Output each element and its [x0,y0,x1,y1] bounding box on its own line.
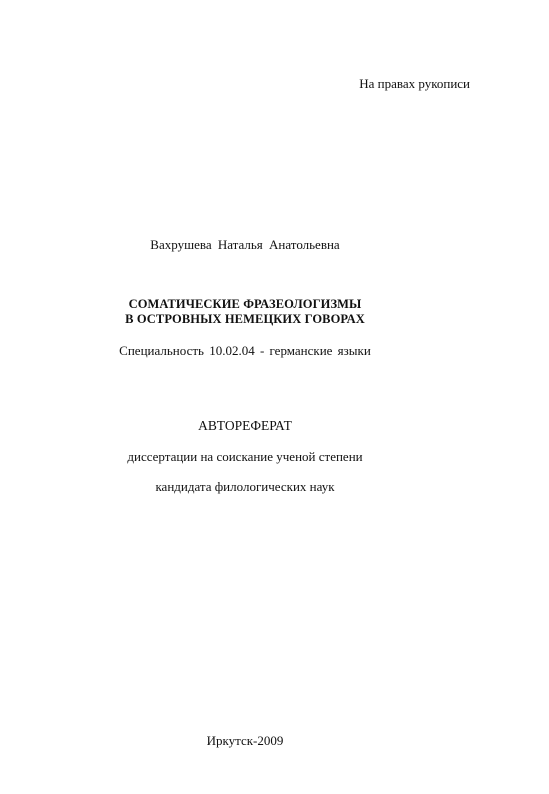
degree-purpose-line-1: диссертации на соискание ученой степени [127,449,363,464]
degree-purpose-line-2: кандидата филологических наук [155,479,335,494]
author-name: Вахрушева Наталья Анатольевна [150,237,340,252]
city-year: Иркутск-2009 [206,733,284,748]
specialty-line: Специальность 10.02.04 - германские языки [119,343,371,358]
thesis-title-line-1: СОМАТИЧЕСКИЕ ФРАЗЕОЛОГИЗМЫ [128,297,362,311]
thesis-title-line-2: В ОСТРОВНЫХ НЕМЕЦКИХ ГОВОРАХ [125,312,365,326]
abstract-label: АВТОРЕФЕРАТ [198,418,292,433]
manuscript-note: На правах рукописи [359,76,470,91]
